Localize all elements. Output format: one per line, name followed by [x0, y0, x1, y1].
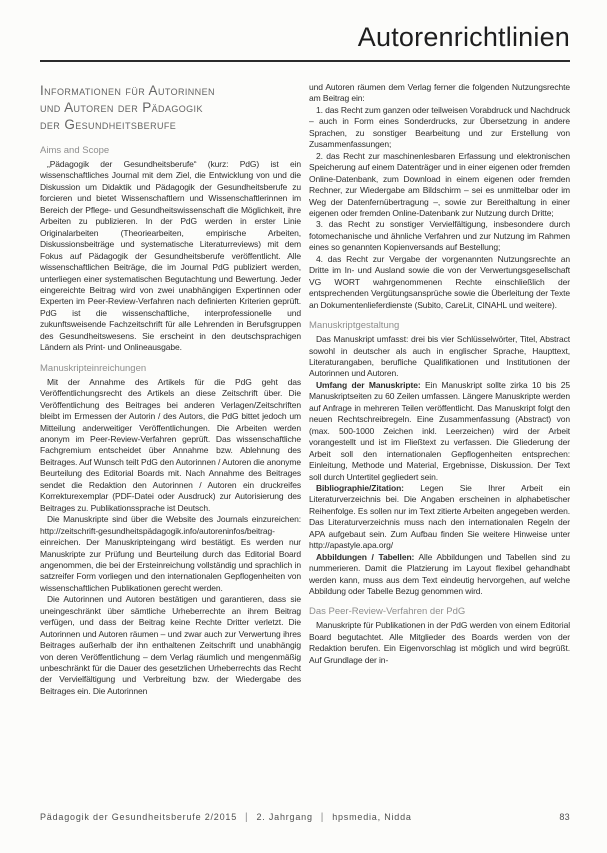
paragraph-text: Alle Abbildungen und Tabellen sind zu nummerieren. Damit die Platzierung im Layout flexibel gehandhabt werden kann, muss aus dem Text eindeutig hervorgehen, auf welche Abbildung oder Tabelle Bezug genommen wird. [309, 551, 570, 597]
footer-separator: | [320, 812, 325, 823]
section-heading-manuskripteinreichungen: Manuskripteinreichungen [40, 362, 147, 374]
paragraph [309, 334, 570, 380]
footer-journal-title: Pädagogik der Gesundheitsberufe 2/2015 [40, 812, 238, 822]
run-in-heading: Umfang der Manuskripte: [316, 379, 421, 390]
numbered-item: 1. das Recht zum ganzen oder teilweisen Vorabdruck und Nachdruck – auch in Form eines Sonderdrucks, zur Übersetzung in andere Sprachen, zu sonstiger Bearbeitung und zur Erstellung von Zusammenfassungen; [309, 104, 570, 150]
page-title: Autorenrichtlinien [357, 22, 570, 52]
left-column [40, 82, 301, 794]
footer-volume: 2. Jahrgang [256, 812, 313, 822]
footer-publisher: hpsmedia, Nidda [332, 812, 412, 822]
paragraph [309, 483, 570, 552]
paragraph: Die Manuskripte sind über die Website des Journals einzureichen: http://zeitschrift-gesundheitspädagogik.info/autoreninfos/beitrag-einreichen. Der Manuskripteingang wird bestätigt. Es werden nur Manuskripte zur Prüfung und Beurteilung durch das Editorial Board angenommen, die bei der Ersteinreichung vollständig und sprachlich in satzreifer Form vorliegen und den internationalen Gepflogenheiten von wissenschaftlichen Publikationen gerecht werden. [40, 514, 301, 593]
article-heading-line: der Gesundheitsberufe [40, 117, 177, 132]
numbered-item: 4. das Recht zur Vergabe der vorgenannten Nutzungsrechte an Dritte im In- und Ausland sowie die von der Verwertungsgesellschaft VG WORT wahrgenommenen Rechte einschließlich der entsprechenden Vergütungsansprüche sowie die Überleitung der Texte an Dokumentenlieferdienste (Subito, CareLit, CINAHL und weitere). [309, 253, 570, 310]
paragraph [309, 380, 570, 483]
section-heading-aims-and-scope: Aims and Scope [40, 145, 110, 156]
paragraph: Mit der Annahme des Artikels für die PdG geht das Veröffentlichungsrecht des Artikels an diese Zeitschrift über. Die Veröffentlichung des Beitrages bei anderen Verlagen/Zeitschriften bleibt im Ermessen der Autorin / des Autors, die PdG bittet jedoch um Mitteilung anderweitiger Veröffentlichungen. Die Arbeiten werden anonym im Peer-Review-Verfahren geprüft. Das wissenschaftliche Fachgremium entscheidet über Annahme bzw. Ablehnung des Beitrages. Auf Wunsch teilt PdG den Autorinnen / Autoren die anonyme Beurteilung des Editorial Boards mit. Nach Annahme des Beitrages sendet die Redaktion den Autorinnen / Autoren ein druckreifes Korrekturexemplar (PDF-Datei oder Ausdruck) zur Autorisierung des Beitrages zu. Publikationssprache ist Deutsch. [40, 376, 301, 513]
footer-separator: | [245, 812, 249, 823]
page-footer [40, 812, 570, 823]
paragraph-continuation: und Autoren räumen dem Verlag ferner die folgenden Nutzungsrechte am Beitrag ein: [309, 82, 570, 104]
paragraph: Die Autorinnen und Autoren bestätigen und garantieren, dass sie uneingeschränkt über sämtliche Urheberrechte an ihrem Beitrag verfügen, und dass der Beitrag keine Rechte Dritter verletzt. Die Autorinnen und Autoren räumen – und zwar auch zur Verwertung ihres Beitrages außerhalb der ihn enthaltenen Zeitschrift und unabhängig von deren Veröffentlichung – dem Verlag räumlich und mengenmäßig unbeschränkt für die Dauer des gesetzlichen Urheberrechts das Recht der Vervielfältigung und Verbreitung bzw. der Wiedergabe des Beitrages ein. Die Autorinnen [40, 594, 301, 696]
article-heading-line: Informationen für Autorinnen [40, 83, 215, 98]
paragraph-text: Legen Sie Ihrer Arbeit ein Literaturverzeichnis bei. Die Angaben erscheinen in alphabetischer Reihenfolge. Es sollen nur im Text zitierte Arbeiten angegeben werden. Das Literaturverzeichnis muss nach den internationalen Regeln der APA aufgebaut sein. Zum Aufbau finden Sie weitere Hinweise unter http://apastyle.apa.org/ [309, 482, 570, 551]
paragraph [309, 552, 570, 598]
paragraph: „Pädagogik der Gesundheitsberufe“ (kurz: PdG) ist ein wissenschaftliches Journal mit dem Ziel, die Entwicklung von und die Diskussion um Didaktik und Pädagogik der Gesundheitsberufe zu forcieren und bietet Wissenschaftlern und Wissenschaftlerinnen im Bereich der Pflege- und Gesundheitswissenschaft die Möglichkeit, ihre Arbeiten zu publizieren. In der PdG werden in erster Linie Originalarbeiten (Theoriearbeiten, empirische Arbeiten, Diskussionsbeiträge und systematische Literaturreviews) mit dem Fokus auf Pädagogik der Gesundheitsberufe veröffentlicht. Alle wissenschaftlichen Beiträge, die im Journal PdG publiziert werden, unterliegen einer systematischen Begutachtung und Bewertung. Jeder eingereichte Beitrag wird von zwei unabhängigen Expertinnen oder Experten im Peer-Review-Verfahren nach definierten Kriterien geprüft. PdG ist die wissenschaftliche, interprofessionelle und zukunftsweisende Fachzeitschrift für alle Lehrenden in Berufsgruppen des Gesundheitswesens. Sie erscheint in den deutschsprachigen Ländern als Print- und Onlineausgabe. [40, 159, 301, 353]
section-heading-manuskriptgestaltung: Manuskriptgestaltung [309, 320, 400, 332]
run-in-heading: Abbildungen / Tabellen: [316, 551, 415, 562]
paragraph-text: Ein Manuskript sollte zirka 10 bis 25 Manuskriptseiten zu 60 Zeilen umfassen. Längere Manuskripte werden auf Anfrage in mehreren Teilen veröffentlicht. Das Manuskript folgt den neuen Rechtschreibregeln. Eine Zusammenfassung (Abstract) von (max. 500-1000 Zeichen inkl. Leerzeichen) wird der Arbeit vorangestellt und ist im Fließtext zu verfassen. Die Gliederung der Arbeit soll den internationalen Gepflogenheiten entsprechen: Einleitung, Methode und Material, Ergebnisse, Diskussion. Der Text soll durch Untertitel gegliedert sein. [309, 379, 570, 482]
article-heading [40, 82, 301, 133]
right-column [309, 82, 570, 794]
paragraph-text: Manuskripte für Publikationen in der PdG werden von einem Editorial Board begutachtet. Alle Mitglieder des Boards werden von der Redaktion berufen. Ein Eigenvorschlag ist möglich und wird begrüßt. Auf Grundlage der in- [309, 620, 570, 665]
paragraph [309, 620, 570, 666]
article-heading-line: und Autoren der Pädagogik [40, 100, 203, 115]
run-in-heading: Bibliographie/Zitation: [316, 482, 404, 493]
footer-page-number: 83 [559, 812, 570, 822]
numbered-item: 2. das Recht zur maschinenlesbaren Erfassung und elektronischen Speicherung auf einem Datenträger und in einer eigenen oder fremden Online-Datenbank, zum Download in einem eigenen oder fremden Rechner, zur Wiedergabe am Bildschirm – sei es unmittelbar oder im Weg der Datenfernübertragung –, sowie zur Bereithaltung in einer eigenen oder fremden Online-Datenbank zur Nutzung durch Dritte; [309, 150, 570, 218]
content-columns [40, 82, 570, 794]
section-heading-peer-review-verfahren: Das Peer-Review-Verfahren der PdG [309, 606, 466, 618]
title-rule [40, 60, 570, 62]
numbered-item: 3. das Recht zu sonstiger Vervielfältigung, insbesondere durch fotomechanische und ähnliche Verfahren und zur Nutzung im Rahmen eines so genannten Kopienversands auf Bestellung; [309, 219, 570, 253]
paragraph-text: Das Manuskript umfasst: drei bis vier Schlüsselwörter, Titel, Abstract sowohl in deutscher als auch in englischer Sprache, Haupttext, Literaturangaben, berufliche Qualifikationen und Institutionen der Autorinnen und Autoren. [309, 334, 570, 379]
